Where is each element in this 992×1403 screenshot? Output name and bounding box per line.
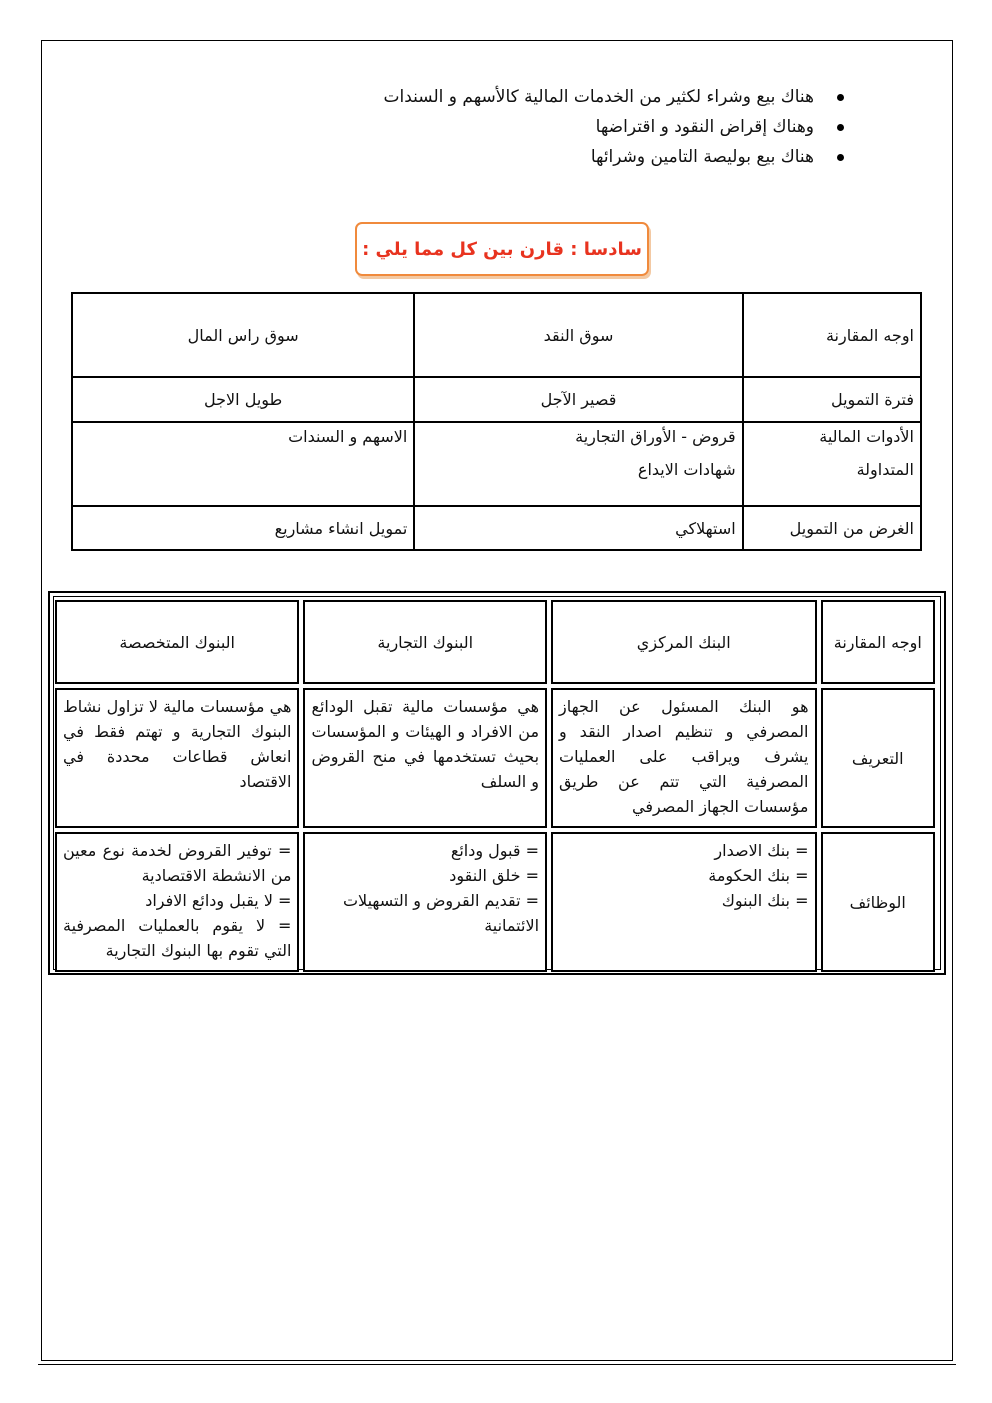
header-aspects: اوجه المقارنة [821, 600, 936, 684]
functions-row [55, 832, 935, 972]
function-item: = بنك الحكومة [708, 866, 809, 885]
row-label-line: الأدوات المالية [819, 427, 914, 446]
markets-comparison-table [71, 292, 922, 551]
function-item: = لا يقبل ودائع الافراد [145, 891, 292, 910]
row-label: الغرض من التمويل [743, 506, 921, 550]
bullet-item: هناك بيع وشراء لكثير من الخدمات المالية كالأسهم و السندات [384, 82, 844, 112]
capital-market-cell: طويل الاجل [72, 377, 414, 422]
section-title: سادسا : قارن بين كل مما يلي : [362, 238, 642, 260]
intro-bullet-list [384, 82, 844, 172]
function-item: = توفير القروض لخدمة نوع معين من الانشطة الاقتصادية [63, 841, 292, 885]
function-item: = قبول ودائع [450, 841, 540, 860]
header-commercial-banks: البنوك التجارية [303, 600, 547, 684]
definition-row [55, 688, 935, 828]
table-header-row [55, 600, 935, 684]
function-item: = بنك الاصدار [714, 841, 809, 860]
function-item: = بنك البنوك [721, 891, 809, 910]
section-title-box [355, 222, 649, 276]
cell-line: شهادات الايداع [637, 460, 736, 479]
header-central-bank: البنك المركزي [551, 600, 816, 684]
function-item: = لا يقوم بالعمليات المصرفية التي تقوم بها البنوك التجارية [63, 916, 292, 960]
function-item: = خلق النقود [449, 866, 540, 885]
function-item: = تقديم القروض و التسهيلات الائتمانية [342, 891, 540, 935]
specialized-banks-definition: هي مؤسسات مالية لا تزاول نشاط البنوك التجارية و تهتم فقط في انعاش قطاعات محددة في الاقتصاد [55, 688, 299, 828]
row-label [743, 422, 921, 506]
table-header-row [72, 293, 921, 377]
row-label-line: المتداولة [856, 460, 914, 479]
commercial-banks-definition: هي مؤسسات مالية تقبل الودائع من الافراد و الهيئات و المؤسسات بحيث تستخدمها في منح القروض و السلف [303, 688, 547, 828]
row-label: الوظائف [821, 832, 936, 972]
commercial-banks-functions [303, 832, 547, 972]
banks-comparison-table [51, 596, 939, 976]
header-capital-market: سوق راس المال [72, 293, 414, 377]
row-label: فترة التمويل [743, 377, 921, 422]
central-bank-definition: هو البنك المسئول عن الجهاز المصرفي و تنظيم اصدار النقد و يشرف ويراقب على العمليات المصرفية التي تتم عن طريق مؤسسات الجهاز المصرفي [551, 688, 816, 828]
bullet-item: وهناك إقراض النقود و اقتراضها [384, 112, 844, 142]
capital-market-cell: تمويل انشاء مشاريع [72, 506, 414, 550]
table-row [72, 422, 921, 506]
bullet-item: هناك بيع بوليصة التامين وشرائها [384, 142, 844, 172]
header-money-market: سوق النقد [414, 293, 742, 377]
money-market-cell: استهلاكي [414, 506, 742, 550]
table-row [72, 377, 921, 422]
central-bank-functions [551, 832, 816, 972]
money-market-cell: قصير الآجل [414, 377, 742, 422]
header-specialized-banks: البنوك المتخصصة [55, 600, 299, 684]
money-market-cell [414, 422, 742, 506]
cell-line: قروض - الأوراق التجارية [575, 427, 736, 446]
row-label: التعريف [821, 688, 936, 828]
specialized-banks-functions [55, 832, 299, 972]
header-aspects: اوجه المقارنة [743, 293, 921, 377]
table-row [72, 506, 921, 550]
capital-market-cell: الاسهم و السندات [72, 422, 414, 506]
